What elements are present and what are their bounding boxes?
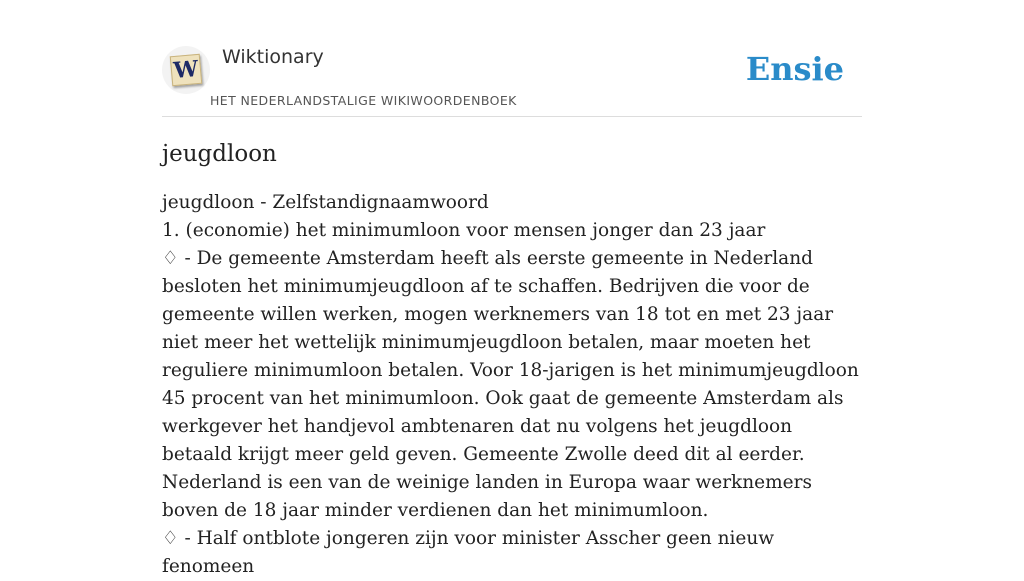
- example-sentence: ♢ - De gemeente Amsterdam heeft als eerste gemeente in Nederland besloten het minimumjeugdloon af te schaffen. Bedrijven die voor de gemeente willen werken, mogen werknemers van 18 tot en met 23 jaar niet meer het wettelijk minimumjeugdloon betalen, maar moeten het reguliere minimumloon betalen. Voor 18-jarigen is het minimumjeugdloon 45 procent van het minimumloon. Ook gaat de gemeente Amsterdam als werkgever het handjevol ambtenaren dat nu volgens het jeugdloon betaald krijgt meer geld geven. Gemeente Zwolle deed dit al eerder. Nederland is een van de weinige landen in Europa waar werknemers boven de 18 jaar minder verdienen dan het minimumloon.: [162, 248, 859, 521]
- site-tagline: HET NEDERLANDSTALIGE WIKIWOORDENBOEK: [210, 93, 517, 108]
- part-of-speech: jeugdloon - Zelfstandignaamwoord: [162, 192, 489, 213]
- entry-content: [162, 138, 862, 581]
- entry-body: [162, 189, 862, 581]
- wiktionary-logo[interactable]: [162, 46, 210, 94]
- ensie-logo[interactable]: Ensie: [745, 50, 844, 88]
- site-name[interactable]: Wiktionary: [222, 46, 324, 68]
- logo-tile-icon: W: [170, 54, 203, 87]
- site-header: [162, 40, 862, 117]
- page-title: jeugdloon: [162, 141, 277, 167]
- definition: 1. (economie) het minimumloon voor mensen jonger dan 23 jaar: [162, 220, 766, 241]
- example-sentence: ♢ - Half ontblote jongeren zijn voor minister Asscher geen nieuw fenomeen: [162, 528, 775, 577]
